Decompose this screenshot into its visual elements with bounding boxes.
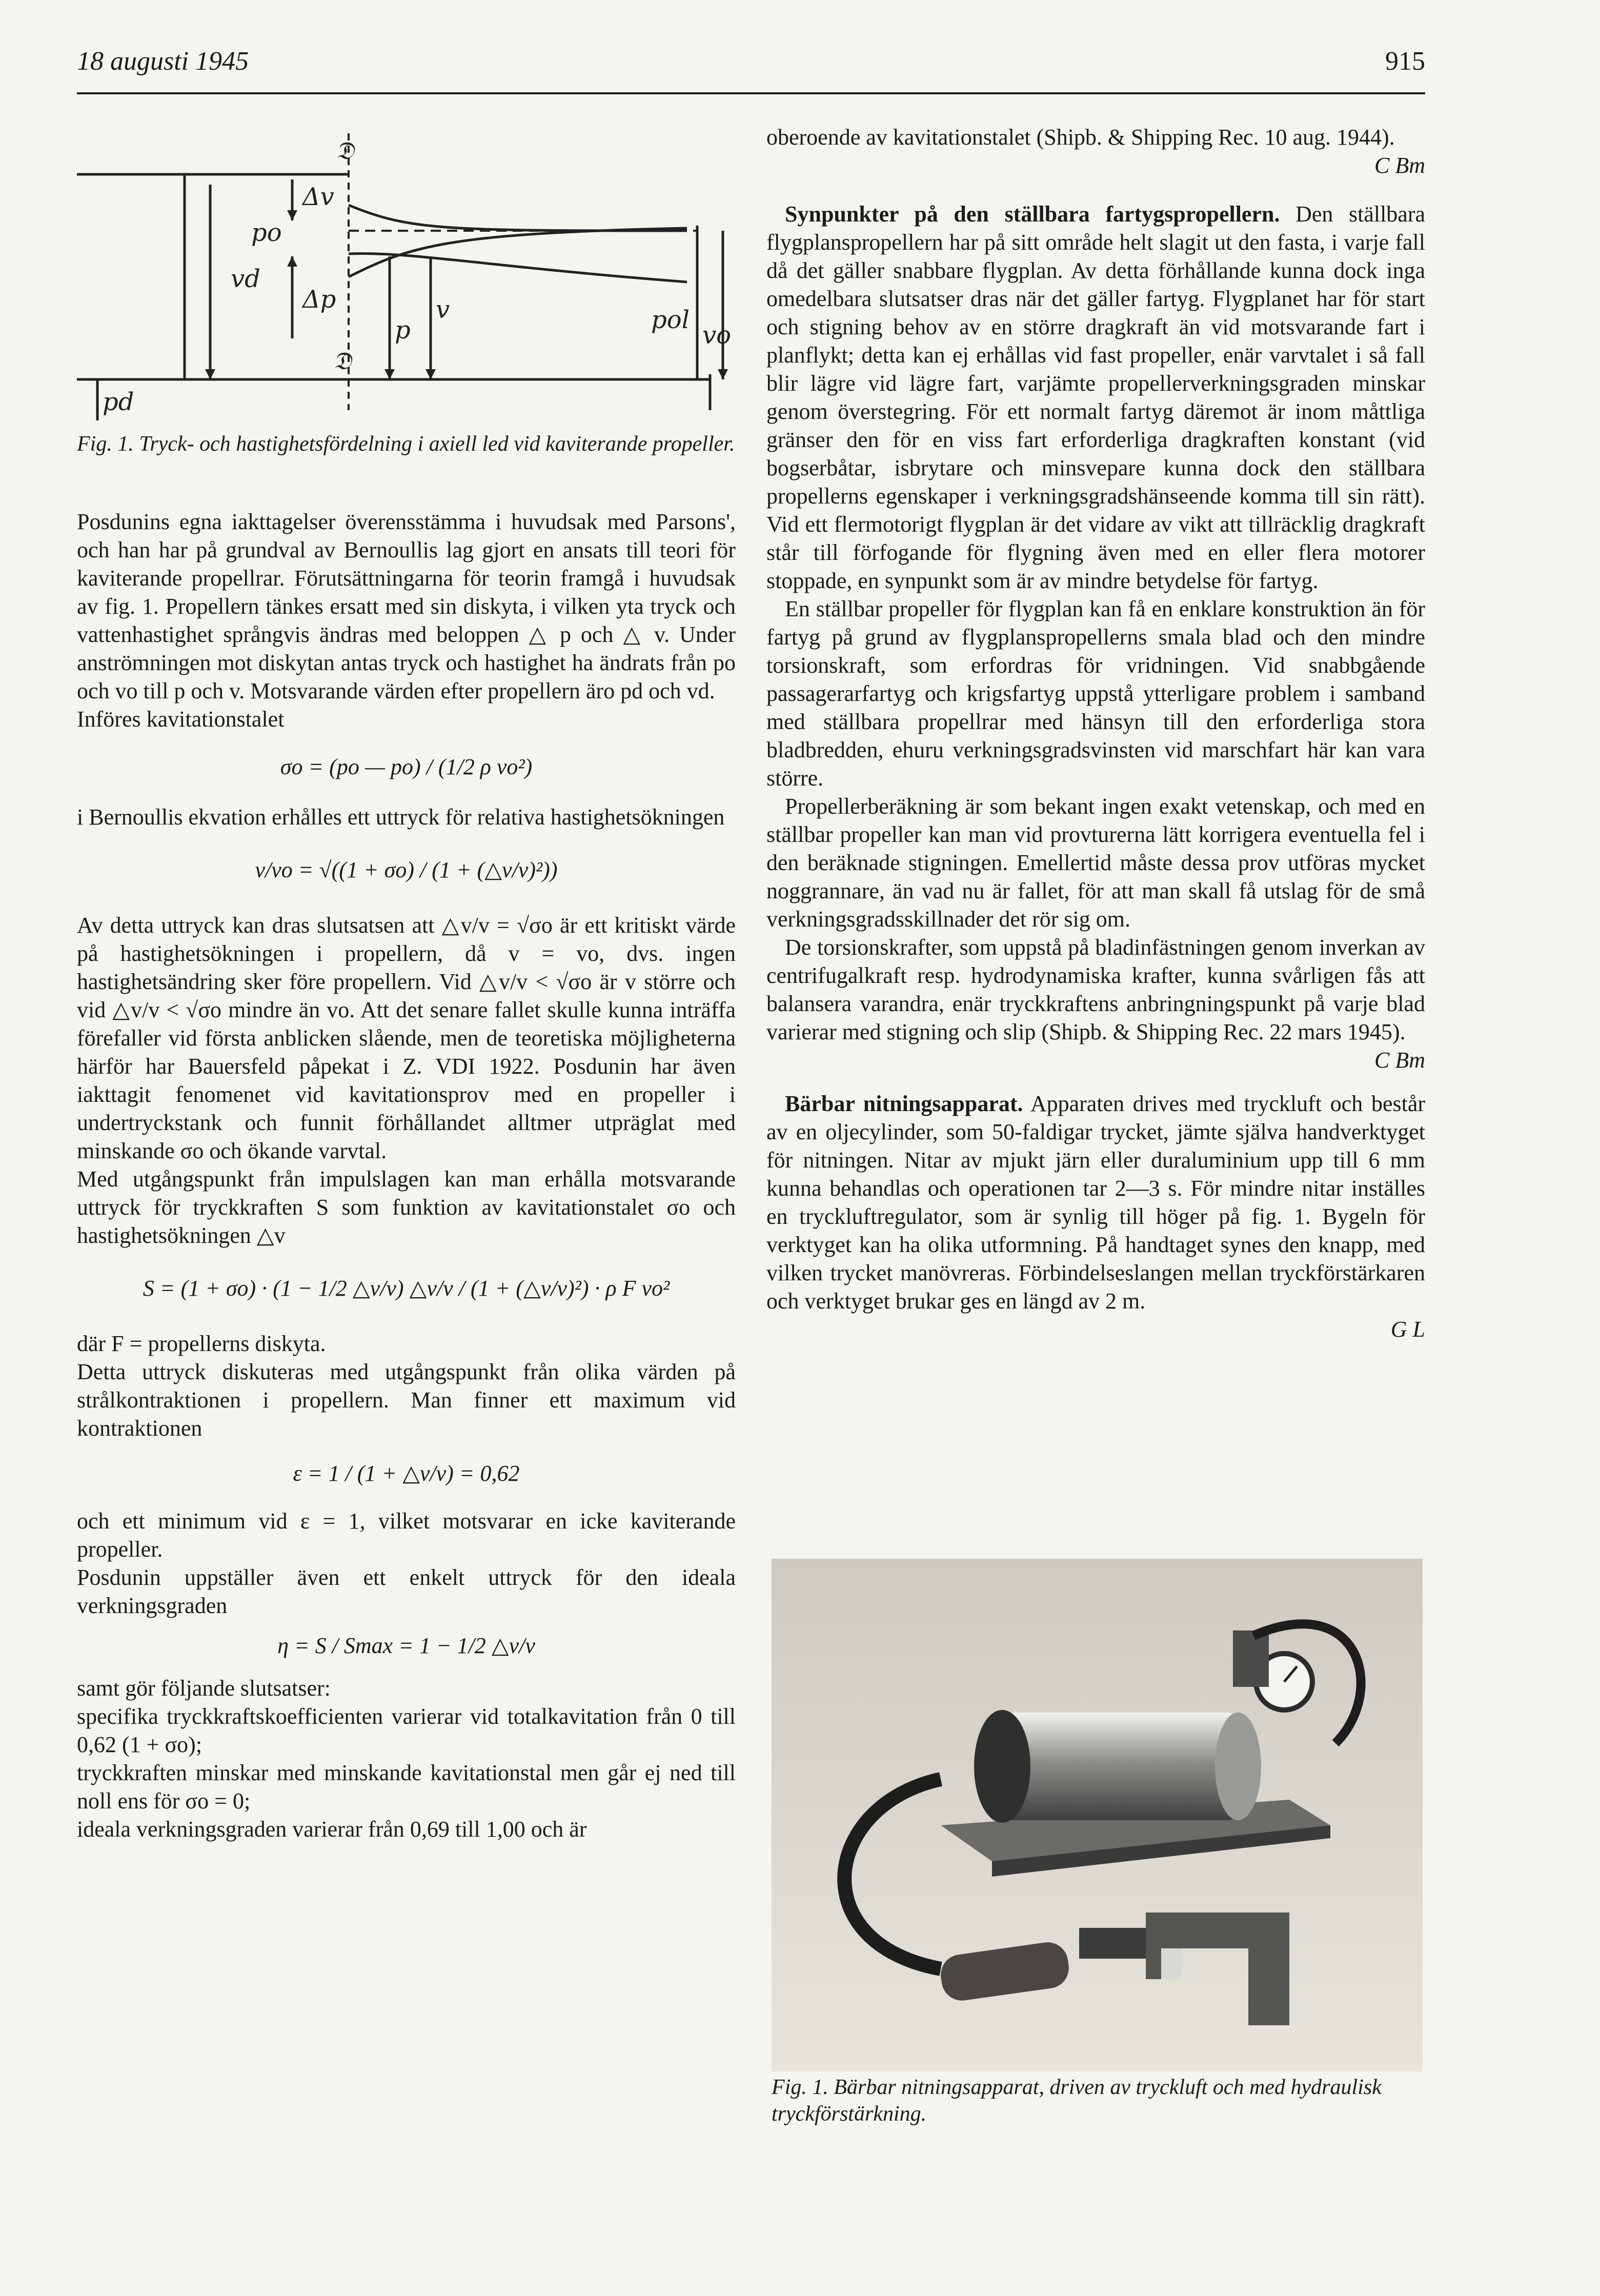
riveting-apparatus-photo — [772, 1559, 1423, 2071]
left-column — [77, 508, 736, 1843]
disk-label-bottom: 𝔇 — [333, 347, 352, 375]
paragraph: specifika tryckkraftskoefficienten varierar vid totalkavitation från 0 till 0,62 (1 + σo); — [77, 1704, 736, 1757]
equation-relative-velocity: v/vo = √((1 + σo) / (1 + (△v/v)²)) — [255, 857, 558, 882]
paragraph: De torsionskrafter, som uppstå på bladinfästningen genom inverkan av centrifugalkraft resp. hydrodynamiska krafter, kunna svårligen fås att balansera varandra, enär tryckkraftens anbringningspunkt på varje blad varierar med stigning och slip (Shipb. & Shipping Rec. 22 mars 1945). — [766, 935, 1425, 1044]
label-vd: vd — [231, 265, 260, 293]
pressure-velocity-diagram — [77, 123, 736, 431]
article-title: Bärbar nitningsapparat. — [785, 1091, 1023, 1116]
signature: C Bm — [1374, 1048, 1425, 1073]
label-v: v — [436, 295, 450, 324]
paragraph: i Bernoullis ekvation erhålles ett uttryck för relativa hastighetsökningen — [77, 804, 725, 830]
paragraph: Propellerberäkning är som bekant ingen exakt vetenskap, och med en ställbar propeller kan man vid provturerna lätt korrigera eventuella fel i den beräknade stigningen. Emellertid måste dessa prov utföras mycket noggrannare, än vad nu är fallet, för att man skall få utslag för de små verkningsgradsskillnader det rör sig om. — [766, 794, 1425, 932]
label-pd: pd — [103, 388, 134, 416]
header-rule — [77, 92, 1425, 94]
paragraph: där F = propellerns diskyta. — [77, 1331, 326, 1356]
disk-label-top: 𝔇 — [336, 136, 354, 165]
paragraph: tryckkraften minskar med minskande kavitationstal men går ej ned till noll ens för σo = 0; — [77, 1760, 736, 1814]
label-dv: Δv — [302, 183, 334, 211]
equation-cavitation-number: σo = (po — po) / (1/2 ρ vo²) — [280, 754, 533, 779]
paragraph: Den ställbara flygplanspropellern har på sitt område helt slagit ut den fasta, i varje fall då det gäller snabbare flygplan. Av detta förhållande kunna dock inga omedelbara slutsatser dras när det gäller fartyg. Flygplanet har för start och stigning behov av en större dragkraft än vid motsvarande fart i planflykt; detta kan ej erhållas vid fast propeller, enär varvtalet i så fall blir lägre vid lägre fart, varjämte propellerverkningsgraden minskar genom överstegring. För ett normalt fartyg däremot är inom måttliga gränser den för en viss fart erforderliga dragkraften konstant (vid bogserbåtar, isbrytare och minsvepare kunna dock den ställbara propellerns egenskaper i verkningsgradshänseende komma till sin rätt). Vid ett flermotorigt flygplan är det vidare av vikt att tillräcklig dragkraft står till förfogande för flygning även med en eller flera motorer stoppade, en synpunkt som är av mindre betydelse för fartyg. — [766, 202, 1426, 593]
paragraph: En ställbar propeller för flygplan kan få en enklare konstruktion än för fartyg på grund av flygplanspropellerns smala blad och den mindre torsionskraft, som erfordras för vridningen. Vid snabbgående passagerarfartyg och krigsfartyg uppstå ytterligare problem i samband med ställbara propellrar med hänsyn till den erforderliga stora bladbredden, ehuru verkningsgradsvinsten vid marschfart här kan vara större. — [766, 596, 1425, 791]
paragraph: Av detta uttryck kan dras slutsatsen att △v/v = √σo är ett kritiskt värde på hastighetsökningen i propellern, då v = vo, dvs. ingen hastighetsändring sker före propellern. Vid △v/v < √σo är v större och vid △v/v < √σo mindre än vo. Att det senare fallet skulle kunna inträffa förefaller vid första anblicken slående, men de teoretiska möjligheterna härför har Bauersfeld påpekat i Z. VDI 1922. Posdunin har även iakttagit fenomenet vid kavitationsprov med en propeller i undertryckstank och funnit förhållandet alltmer utpräglat med minskande σo och ökande varvtal. — [77, 913, 736, 1163]
paragraph: ideala verkningsgraden varierar från 0,69 till 1,00 och är — [77, 1817, 587, 1842]
paragraph: Införes kavitationstalet — [77, 707, 285, 732]
article-title: Synpunkter på den ställbara fartygspropellern. — [785, 202, 1280, 227]
equation-efficiency: η = S / Smax = 1 − 1/2 △v/v — [277, 1633, 535, 1658]
paragraph: Med utgångspunkt från impulslagen kan man erhålla motsvarande uttryck för tryckkraften S som funktion av kavitationstalet σo och hastighetsökningen △v — [77, 1166, 736, 1248]
article-propeller — [766, 200, 1425, 595]
equation-thrust: S = (1 + σo) · (1 − 1/2 △v/v) △v/v / (1 + (△v/v)²) · ρ F vo² — [143, 1276, 670, 1301]
paragraph: Apparaten drives med tryckluft och består av en oljecylinder, som 50-faldigar trycket, jämte själva handverktyget för nitningen. Nitar av mjukt järn eller duraluminium upp till 6 mm kunna behandlas och operationen tar 2—3 s. För mindre nitar inställes en tryckluftregulator, som är synlig till höger på fig. 1. Bygeln för verktyget kan ha olika utformning. På handtaget synes den knapp, med vilken trycket manövreras. Förbindelseslangen mellan tryckförstärkaren och verktyget brukar ges en längd av 2 m. — [766, 1091, 1426, 1314]
label-p: p — [395, 316, 411, 345]
equation-contraction: ε = 1 / (1 + △v/v) = 0,62 — [293, 1461, 520, 1486]
paragraph: samt gör följande slutsatser: — [77, 1676, 331, 1701]
paragraph: Posdunin uppställer även ett enkelt uttryck för den ideala verkningsgraden — [77, 1565, 736, 1618]
article-riveting — [766, 1090, 1425, 1315]
signature: G L — [1390, 1317, 1425, 1342]
right-column — [766, 123, 1425, 1343]
issue-date: 18 augusti 1945 — [77, 47, 249, 76]
page-header — [77, 41, 1425, 92]
label-dp: Δp — [302, 285, 336, 314]
paragraph: Posdunins egna iakttagelser överensstämma i huvudsak med Parsons', och han har på grundval av Bernoullis lag gjort en ansats till teori för kaviterande propellrar. Förutsättningarna för teorin framgå i huvudsak av fig. 1. Propellern tänkes ersatt med sin diskyta, i vilken yta tryck och vattenhastighet språngvis ändras med beloppen △ p och △ v. Under anströmningen mot diskytan antas tryck och hastighet ha ändrats från po och vo till p och v. Motsvarande värden efter propellern äro pd och vd. — [77, 509, 736, 703]
label-vo: vo — [702, 321, 732, 350]
figure-1-caption-left: Fig. 1. Tryck- och hastighetsfördelning i axiell led vid kaviterande propeller. — [77, 432, 735, 456]
paragraph: Detta uttryck diskuteras med utgångspunkt från olika värden på strålkontraktionen i propellern. Man finner ett maximum vid kontraktionen — [77, 1359, 736, 1441]
figure-1-caption-right: Fig. 1. Bärbar nitningsapparat, driven av tryckluft och med hydraulisk tryckförstärkning. — [772, 2076, 1382, 2126]
paragraph: och ett minimum vid ε = 1, vilket motsvarar en icke kaviterande propeller. — [77, 1508, 736, 1562]
label-po-left: po — [251, 218, 282, 247]
label-pol: pol — [651, 306, 690, 334]
paragraph: oberoende av kavitationstalet (Shipb. & Shipping Rec. 10 aug. 1944). — [766, 125, 1395, 150]
signature: C Bm — [1374, 153, 1425, 178]
page-number: 915 — [1385, 47, 1425, 76]
